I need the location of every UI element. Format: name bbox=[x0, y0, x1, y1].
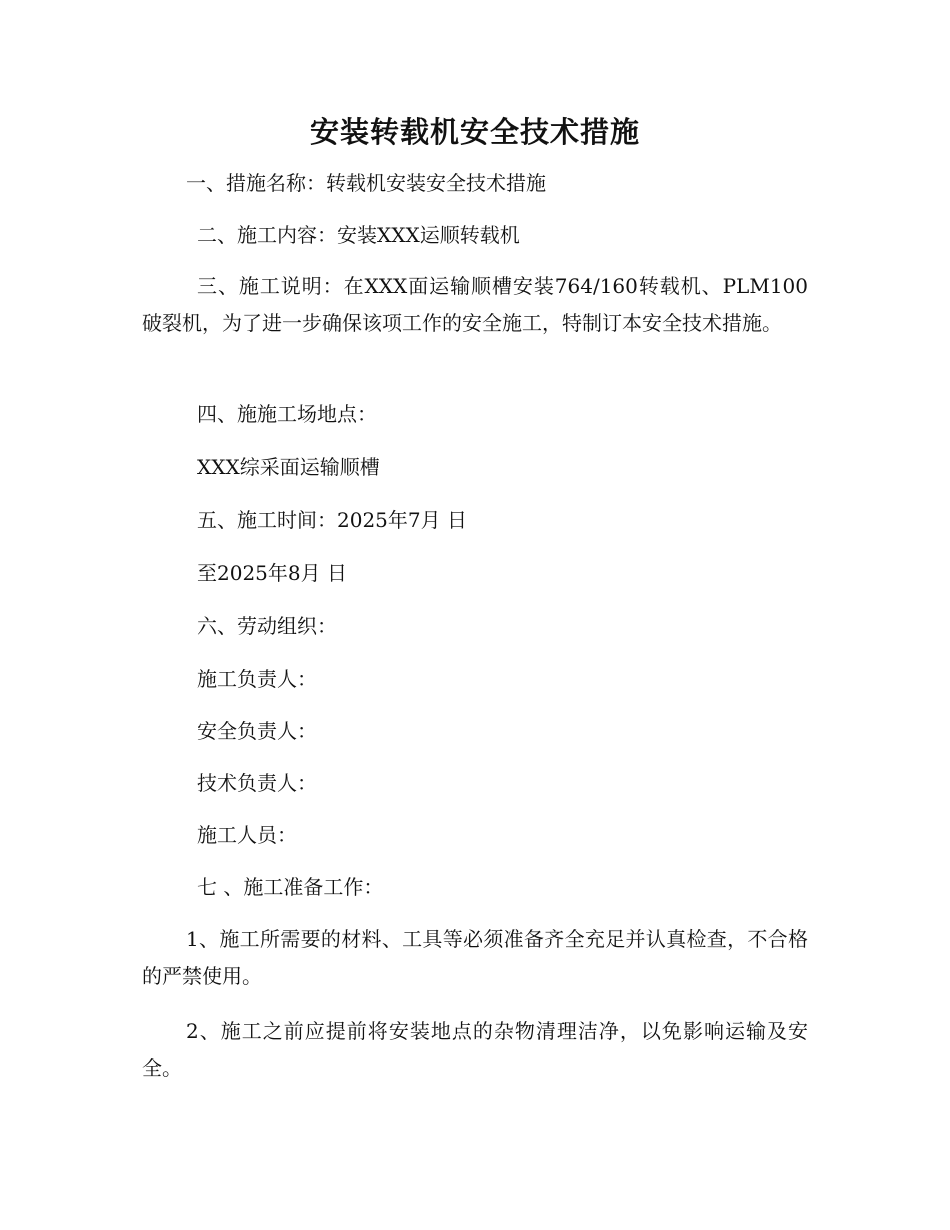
labor-construction-lead: 施工负责人： bbox=[197, 667, 317, 691]
preparation-item-2: 2、施工之前应提前将安装地点的杂物清理洁净，以免影响运输及安全。 bbox=[142, 1019, 808, 1080]
preparation-item-1: 1、施工所需要的材料、工具等必须准备齐全充足并认真检查，不合格的严禁使用。 bbox=[142, 927, 808, 988]
labor-technical-lead: 技术负责人： bbox=[197, 771, 317, 795]
section-measure-name: 一、措施名称：转载机安装安全技术措施 bbox=[186, 171, 546, 195]
section-preparation-heading: 七 、施工准备工作： bbox=[197, 875, 384, 899]
section-labor-heading: 六、劳动组织： bbox=[197, 614, 337, 638]
section-site-value: XXX综采面运输顺槽 bbox=[197, 455, 380, 479]
labor-safety-lead: 安全负责人： bbox=[197, 719, 317, 743]
labor-workers: 施工人员： bbox=[197, 823, 297, 847]
document-title: 安装转载机安全技术措施 bbox=[309, 115, 640, 149]
section-site-heading: 四、施施工场地点： bbox=[197, 402, 377, 426]
section-construction-content: 二、施工内容：安装XXX运顺转载机 bbox=[197, 223, 520, 247]
section-time-start: 五、施工时间：2025年7月 日 bbox=[197, 508, 467, 532]
section-time-end: 至2025年8月 日 bbox=[197, 561, 347, 585]
section-construction-description: 三、施工说明：在XXX面运输顺槽安装764/160转载机、PLM100破裂机，为了进一步确保该项工作的安全施工，特制订本安全技术措施。 bbox=[142, 274, 808, 335]
